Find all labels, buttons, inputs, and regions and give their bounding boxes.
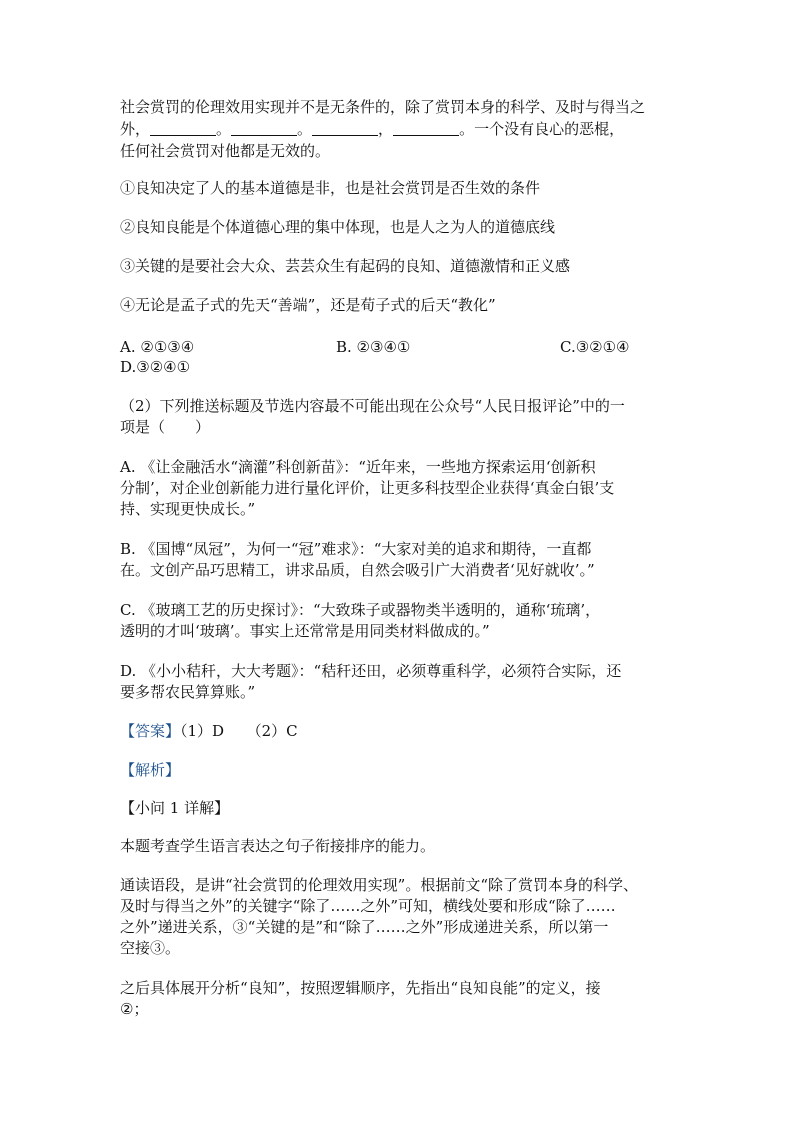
passage-line-3: 任何社会赏罚对他都是无效的。 — [120, 142, 331, 160]
statement-1: ①良知决定了人的基本道德是非，也是社会赏罚是否生效的条件 — [120, 179, 541, 197]
analysis-paragraph-2-line-1: 通读语段，是讲“社会赏罚的伦理效用实现”。根据前文“除了赏罚本身的科学、 — [120, 876, 639, 894]
q2-stem-line-2: 项是（ ） — [120, 418, 211, 436]
passage-line-1: 社会赏罚的伦理效用实现并不是无条件的，除了赏罚本身的科学、及时与得当之 — [120, 98, 646, 116]
blank-1 — [150, 121, 216, 136]
passage-line-2-end: 。一个没有良心的恶棍， — [459, 120, 625, 138]
statement-3: ③关键的是要社会大众、芸芸众生有起码的良知、道德激情和正义感 — [120, 257, 571, 275]
blank-2 — [231, 121, 297, 136]
q2-option-a-line-1: A. 《让金融活水“滴灌”科创新苗》：“近年来，一些地方探索运用‘创新积 — [120, 458, 596, 476]
sep-2: 。 — [297, 120, 313, 138]
q2-option-c-line-1: C. 《玻璃工艺的历史探讨》：“大致珠子或器物类半透明的，通称‘琉璃’， — [120, 601, 601, 619]
q1-option-d: D.③②④① — [120, 358, 191, 376]
answer-text: （1）D （2）C — [180, 722, 298, 740]
q2-option-b-line-2: 在。文创产品巧思精工，讲求品质，自然会吸引广大消费者‘见好就收’。” — [120, 561, 595, 579]
passage-line-2 — [120, 118, 624, 140]
q2-option-a-line-3: 持、实现更快成长。” — [120, 500, 256, 518]
sep-3: ， — [378, 120, 394, 138]
sep-1: 。 — [216, 120, 232, 138]
q2-option-c-line-2: 透明的才叫‘玻璃’。事实上还常常是用同类材料做成的。” — [120, 622, 490, 640]
analysis-paragraph-2-line-4: 空接③。 — [120, 939, 181, 957]
q1-option-b: B. ②③④① — [336, 338, 411, 356]
q2-stem-line-1: （2）下列推送标题及节选内容最不可能出现在公众号“人民日报评论”中的一 — [120, 397, 625, 415]
statement-2: ②良知良能是个体道德心理的集中体现，也是人之为人的道德底线 — [120, 218, 556, 236]
q2-option-d-line-1: D. 《小小秸秆，大大考题》：“秸秆还田，必须尊重科学，必须符合实际，还 — [120, 662, 622, 680]
q2-option-b-line-1: B. 《国博“凤冠”，为何一“冠”难求》：“大家对美的追求和期待，一直都 — [120, 540, 592, 558]
analysis-paragraph-3-line-1: 之后具体展开分析“良知”，按照逻辑顺序，先指出“良知良能”的定义，接 — [120, 979, 601, 997]
analysis-tag: 【解析】 — [120, 761, 181, 779]
statement-4: ④无论是孟子式的先天“善端”，还是荀子式的后天“教化” — [120, 296, 496, 314]
q1-option-c: C.③②①④ — [560, 338, 630, 356]
analysis-paragraph-3-line-2: ②； — [120, 1000, 149, 1018]
answer-line — [120, 720, 298, 742]
answer-tag: 【答案】 — [120, 722, 181, 740]
blank-4 — [393, 121, 459, 136]
q2-option-d-line-2: 要多帮农民算算账。” — [120, 683, 256, 701]
analysis-paragraph-2-line-2: 及时与得当之外”的关键字“除了……之外”可知，横线处要和形成“除了…… — [120, 897, 616, 915]
passage-line-2-start: 外， — [120, 120, 151, 138]
sub-question-1-heading: 【小问 1 详解】 — [120, 799, 230, 817]
analysis-paragraph-1: 本题考查学生语言表达之句子衔接排序的能力。 — [120, 837, 436, 855]
analysis-paragraph-2-line-3: 之外”递进关系，③“关键的是”和“除了……之外”形成递进关系，所以第一 — [120, 918, 609, 936]
q1-option-a: A. ②①③④ — [120, 338, 195, 356]
blank-3 — [312, 121, 378, 136]
q2-option-a-line-2: 分制’，对企业创新能力进行量化评价，让更多科技型企业获得‘真金白银’支 — [120, 479, 615, 497]
